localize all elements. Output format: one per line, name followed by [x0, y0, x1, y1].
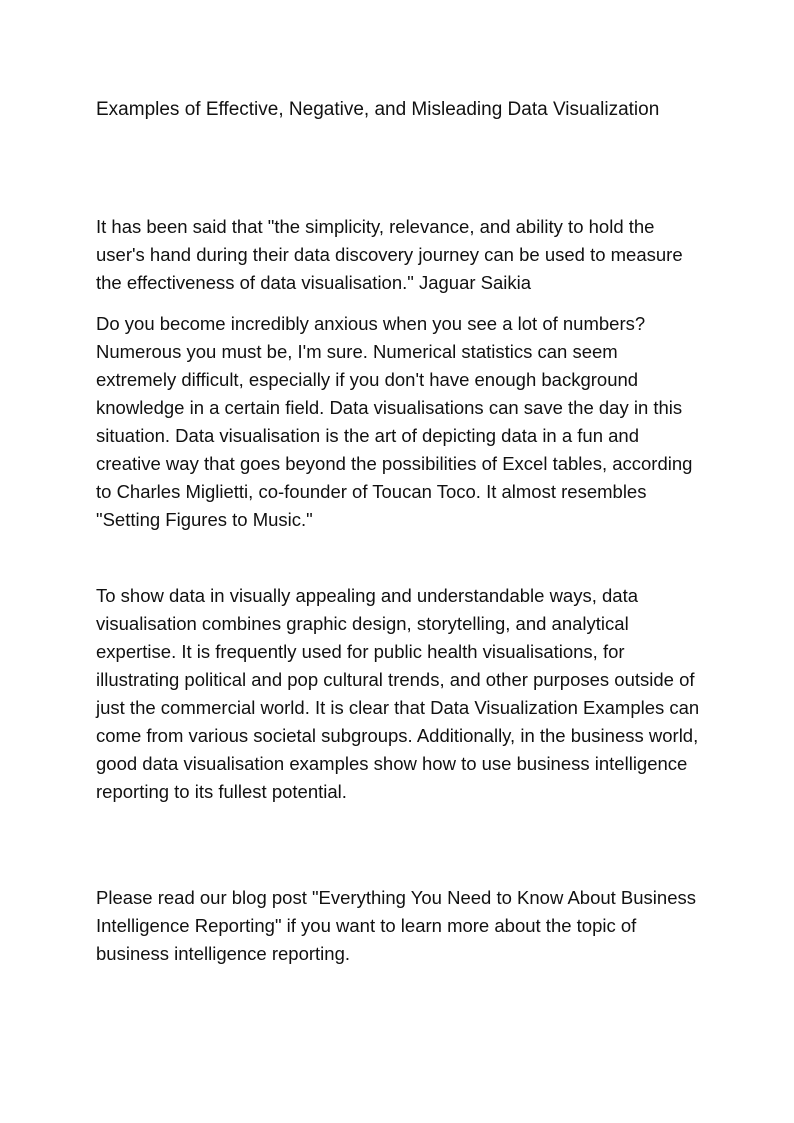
document-title: Examples of Effective, Negative, and Misleading Data Visualization — [96, 99, 660, 120]
paragraph-blog-reference: Please read our blog post "Everything You Need to Know About Business Intelligence Reporting" if you want to learn more about the topic of business intelligence reporting. — [96, 887, 696, 964]
paragraph-visualisation-definition: To show data in visually appealing and understandable ways, data visualisation combines graphic design, storytelling, and analytical expertise. It is frequently used for public health visualisations, for illustrating political and pop cultural trends, and other purposes outside of just the commercial world. It is clear that Data Visualization Examples can come from various societal subgroups. Additionally, in the business world, good data visualisation examples show how to use business intelligence reporting to its fullest potential. — [96, 585, 700, 802]
paragraph-quote: It has been said that "the simplicity, relevance, and ability to hold the user's hand during their data discovery journey can be used to measure the effectiveness of data visualisation." Jaguar Saikia — [96, 216, 683, 293]
paragraph-numbers-anxiety: Do you become incredibly anxious when you see a lot of numbers? Numerous you must be, I'm sure. Numerical statistics can seem extremely difficult, especially if you don't have enough background knowledge in a certain field. Data visualisations can save the day in this situation. Data visualisation is the art of depicting data in a fun and creative way that goes beyond the possibilities of Excel tables, according to Charles Miglietti, co-founder of Toucan Toco. It almost resembles "Setting Figures to Music." — [96, 313, 693, 530]
